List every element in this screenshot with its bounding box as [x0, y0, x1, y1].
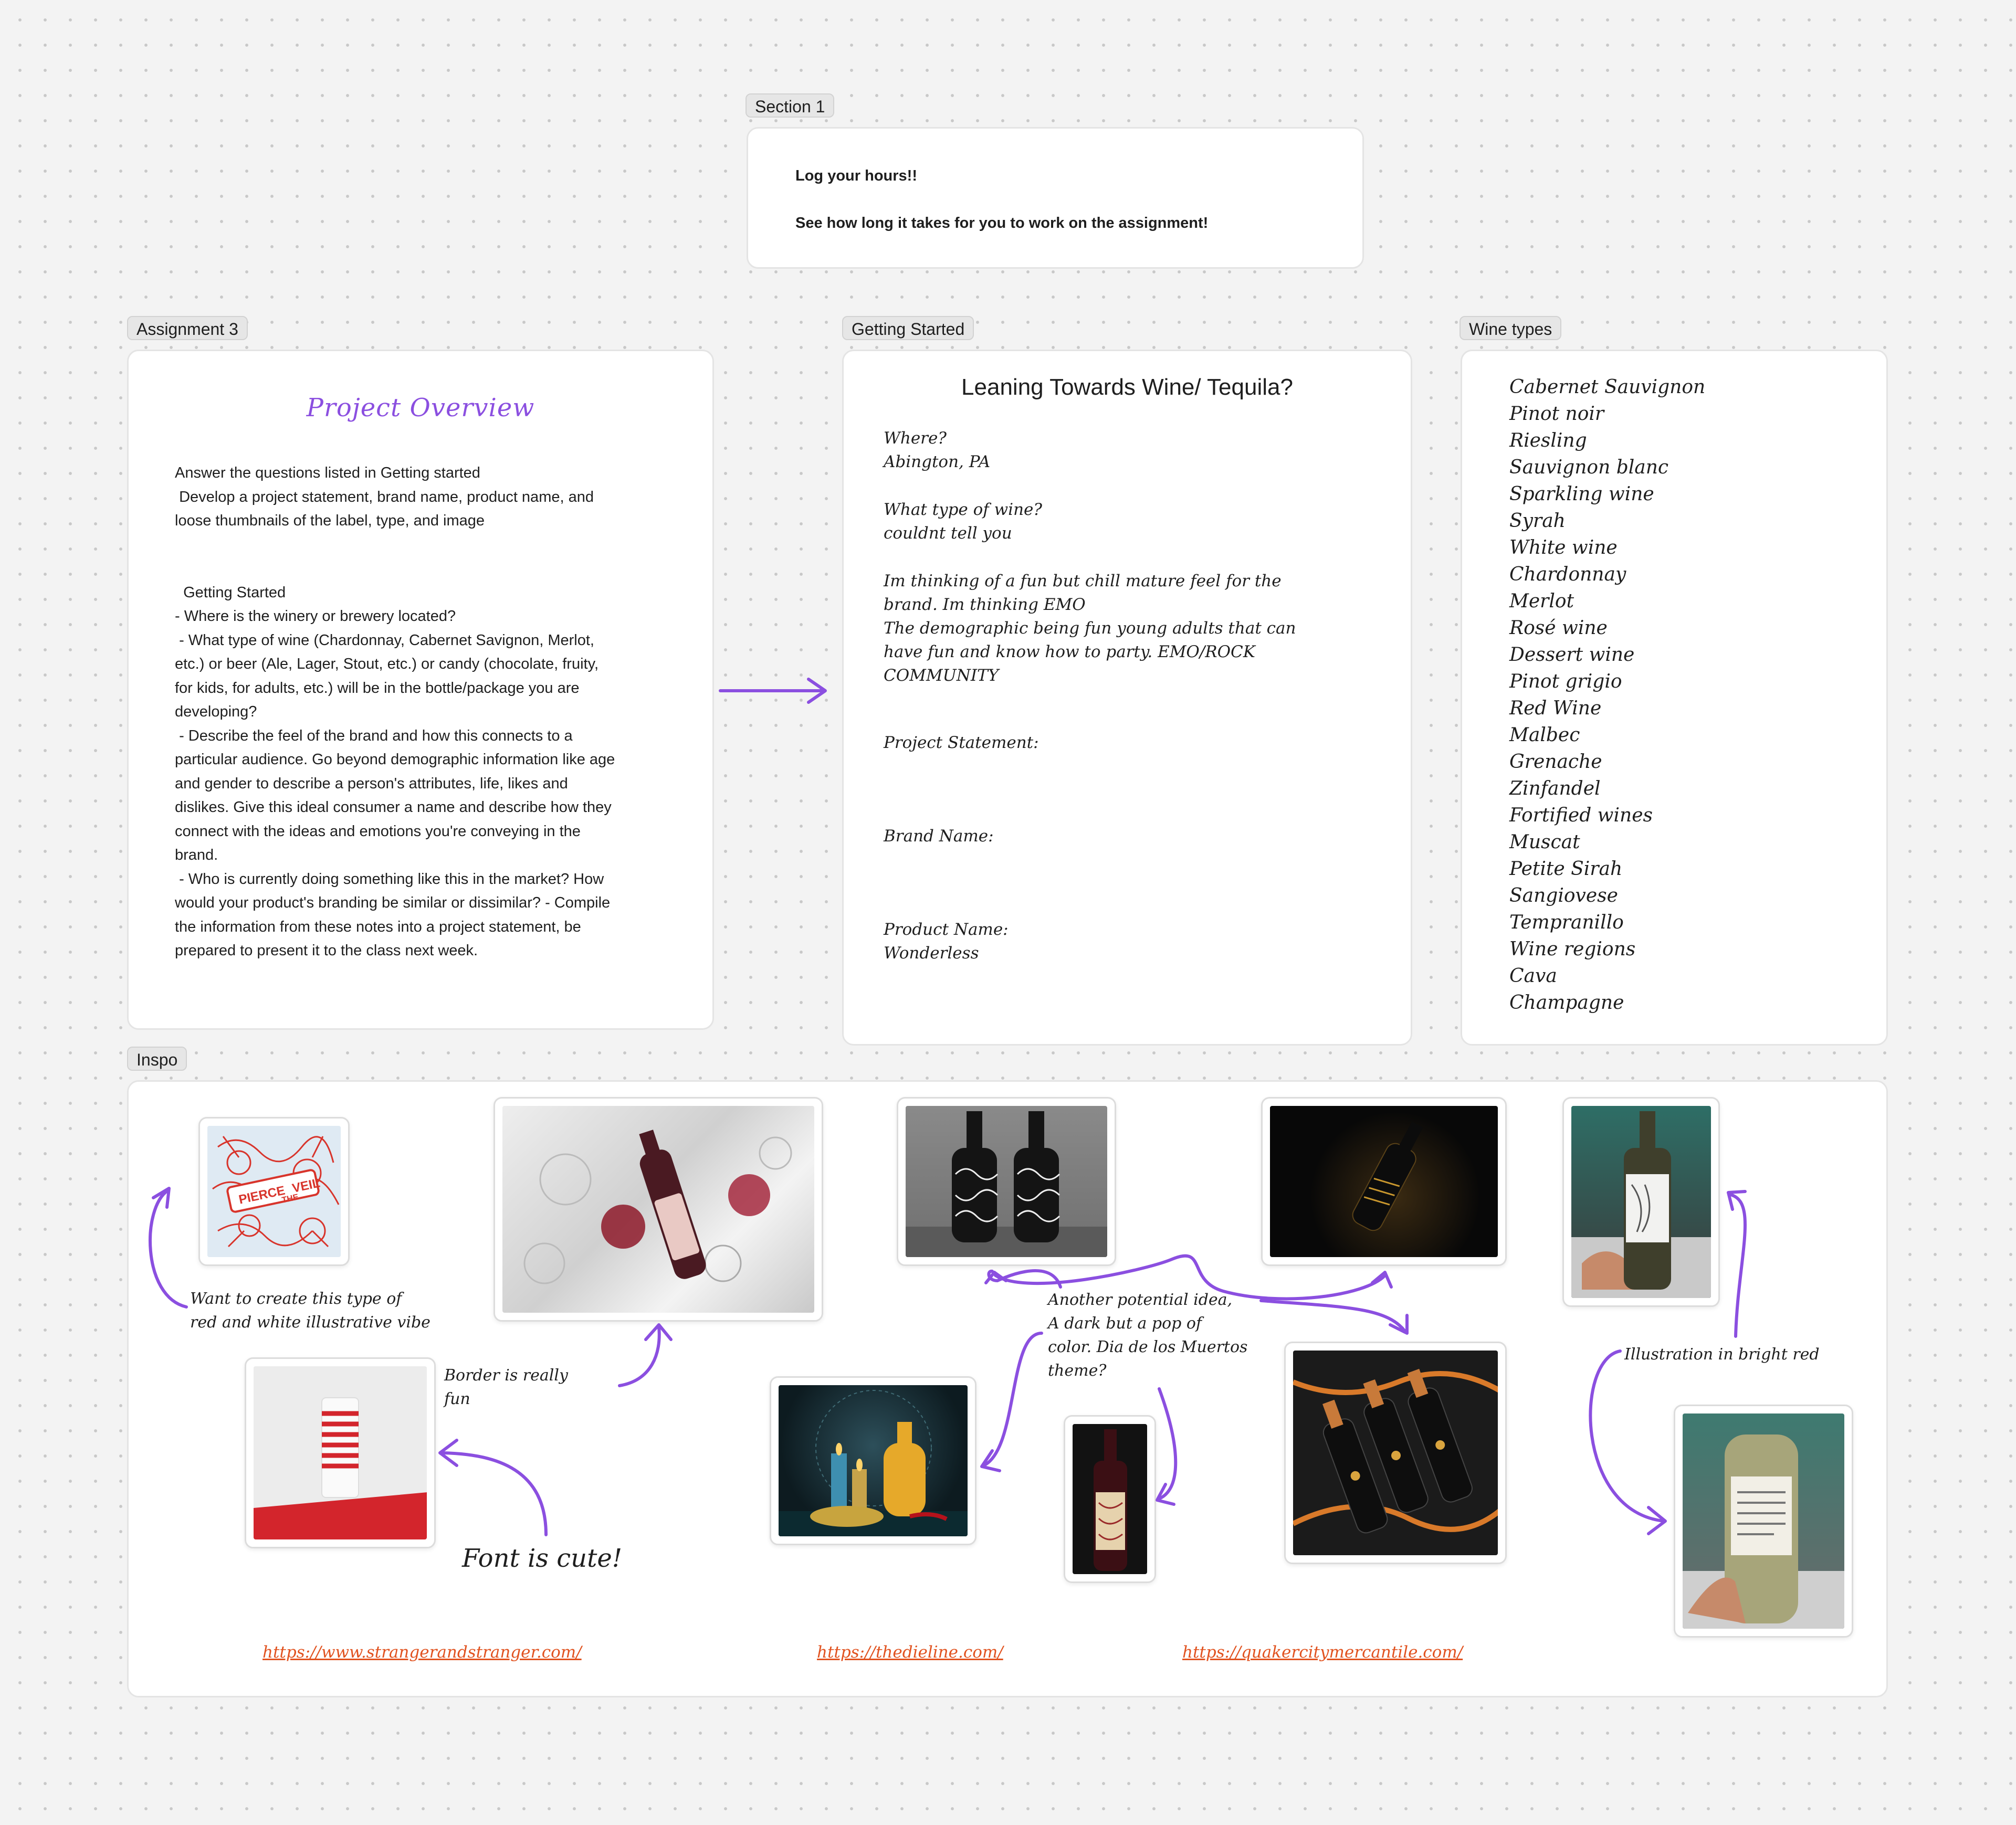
marble-wine-image	[502, 1106, 814, 1313]
where-answer: Abington, PA	[884, 452, 991, 471]
brand-name-label: Brand Name:	[884, 827, 994, 846]
candles-bottle-icon	[779, 1385, 968, 1536]
wine-type-item: Champagne	[1509, 992, 1624, 1014]
thedieline-link[interactable]: https://thedieline.com/	[817, 1643, 1003, 1662]
marble-wine-thumb[interactable]	[494, 1097, 823, 1322]
wine-type-item: Rosé wine	[1509, 617, 1608, 639]
wine-type-item: Dessert wine	[1509, 644, 1635, 666]
wine-type-item: Pinot grigio	[1509, 671, 1622, 692]
illustration-note: Illustration in bright red	[1624, 1345, 1820, 1364]
wine-glasses-icon	[502, 1106, 814, 1313]
white-label-bottle-icon	[1571, 1106, 1711, 1298]
demographic-line-3: COMMUNITY	[884, 666, 999, 685]
inspo-label[interactable]: Inspo	[127, 1047, 187, 1071]
bottle-back-label-thumb[interactable]	[1674, 1405, 1853, 1638]
demographic-line-1: The demographic being fun young adults that can	[884, 619, 1296, 638]
getting-started-card[interactable]	[842, 350, 1412, 1046]
patterned-bottles-thumb[interactable]	[897, 1097, 1116, 1266]
bottle-back-label-image	[1683, 1413, 1844, 1629]
work-duration-text: See how long it takes for you to work on the assignment!	[795, 215, 1209, 231]
product-name-label: Product Name:	[884, 920, 1009, 939]
wine-type-item: Chardonnay	[1509, 564, 1626, 585]
wine-type-item: Merlot	[1509, 590, 1574, 612]
red-white-can-icon	[254, 1366, 427, 1539]
wine-type-item: Wine regions	[1509, 938, 1636, 960]
svg-text:THE: THE	[281, 1193, 300, 1205]
wine-type-item: Petite Sirah	[1509, 858, 1623, 880]
another-idea-line-2: A dark but a pop of	[1048, 1314, 1202, 1333]
red-can-image	[254, 1366, 427, 1539]
back-label-bottle-icon	[1683, 1413, 1844, 1629]
black-bottles-icon	[906, 1106, 1107, 1257]
wine-type-item: Cava	[1509, 965, 1557, 987]
wine-type-question: What type of wine?	[884, 500, 1043, 519]
wine-type-item: Fortified wines	[1509, 805, 1653, 826]
svg-text:PIERCE: PIERCE	[237, 1183, 287, 1207]
another-idea-line-3: color. Dia de los Muertos	[1048, 1338, 1248, 1356]
quakercitymercantile-link[interactable]: https://quakercitymercantile.com/	[1182, 1643, 1463, 1662]
wine-type-item: Muscat	[1509, 831, 1580, 853]
candles-image	[779, 1385, 968, 1536]
border-note-line-2: fun	[444, 1390, 470, 1408]
section-1-card[interactable]	[747, 127, 1364, 269]
album-cover-image	[207, 1126, 341, 1257]
wine-type-item: Riesling	[1509, 430, 1587, 451]
wine-type-item: Sauvignon blanc	[1509, 457, 1669, 478]
wine-type-item: Sangiovese	[1509, 885, 1618, 906]
red-white-note-line-1: Want to create this type of	[190, 1290, 402, 1308]
wine-type-item: Red Wine	[1509, 698, 1602, 719]
ornate-label-bottle-icon	[1073, 1424, 1147, 1574]
product-name-value: Wonderless	[884, 944, 979, 963]
candles-thumb[interactable]	[770, 1376, 976, 1545]
demographic-line-2: have fun and know how to party. EMO/ROCK	[884, 642, 1255, 661]
album-cover-thumb[interactable]	[198, 1117, 350, 1266]
wine-type-item: Zinfandel	[1509, 778, 1601, 799]
tall-bottle-image	[1073, 1424, 1147, 1574]
dark-bottle-image	[1270, 1106, 1498, 1257]
wine-types-label[interactable]: Wine types	[1460, 316, 1561, 340]
patterned-bottles-image	[906, 1106, 1107, 1257]
wine-type-item: Syrah	[1509, 510, 1566, 532]
where-question: Where?	[884, 429, 947, 448]
wine-type-item: Grenache	[1509, 751, 1602, 773]
strangerandstranger-link[interactable]: https://www.strangerandstranger.com/	[262, 1643, 582, 1662]
red-illustration-icon	[207, 1126, 341, 1257]
svg-text:VEIL: VEIL	[291, 1176, 321, 1196]
wine-type-answer: couldnt tell you	[884, 524, 1012, 543]
wine-type-item: Cabernet Sauvignon	[1509, 376, 1706, 398]
dark-bottle-thumb[interactable]	[1261, 1097, 1507, 1266]
wine-type-item: Tempranillo	[1509, 912, 1624, 933]
wine-type-item: White wine	[1509, 537, 1618, 558]
getting-started-title: Leaning Towards Wine/ Tequila?	[961, 374, 1293, 400]
wine-type-item: Malbec	[1509, 724, 1580, 746]
orange-ribbon-thumb[interactable]	[1284, 1342, 1507, 1564]
project-overview-body: Answer the questions listed in Getting started Develop a project statement, brand name, product name, and loose thumbnails of the label, type, and image Getting Started - Where is the winery or brewery located? - What type of wine (Chardonnay, Cabernet Savignon, Merlot, etc.) or beer (Ale, Lager, Stout, etc.) or candy (chocolate, fruity, for kids, for adults, etc.) will be in the bottle/package you are developing? - Describe the feel of the brand and how this connects to a particular audience. Go beyond demographic information like age and gender to describe a person's attributes, life, likes and dislikes. Give this ideal consumer a name and describe how they connect with the ideas and emotions you're conveying in the brand. - Who is currently doing something like this in the market? How would your product's branding be similar or dissimilar? - Compile the information from these notes into a project statement, be prepared to present it to the class next week.	[175, 465, 615, 959]
section-1-label[interactable]: Section 1	[746, 93, 834, 118]
another-idea-line-1: Another potential idea,	[1048, 1291, 1233, 1309]
wine-type-item: Sparkling wine	[1509, 483, 1654, 505]
hand-bottle-thumb[interactable]	[1562, 1097, 1720, 1307]
red-white-note-line-2: red and white illustrative vibe	[190, 1313, 430, 1332]
another-idea-line-4: theme?	[1048, 1362, 1107, 1380]
hand-bottle-image	[1571, 1106, 1711, 1298]
wine-types-card[interactable]	[1461, 350, 1888, 1046]
font-cute-note: Font is cute!	[462, 1544, 623, 1573]
red-can-thumb[interactable]	[245, 1357, 436, 1548]
project-overview-title: Project Overview	[306, 393, 535, 423]
feel-line-1: Im thinking of a fun but chill mature feel for the	[884, 572, 1282, 590]
log-hours-text: Log your hours!!	[795, 167, 917, 184]
tall-bottle-thumb[interactable]	[1064, 1415, 1156, 1583]
gold-bottle-icon	[1270, 1106, 1498, 1257]
bottles-ribbon-icon	[1293, 1351, 1498, 1555]
border-note-line-1: Border is really	[444, 1366, 568, 1385]
orange-ribbon-image	[1293, 1351, 1498, 1555]
feel-line-2: brand. Im thinking EMO	[884, 595, 1086, 614]
project-statement-label: Project Statement:	[884, 733, 1039, 752]
getting-started-label[interactable]: Getting Started	[842, 316, 974, 340]
assignment-3-label[interactable]: Assignment 3	[127, 316, 248, 340]
project-overview-card[interactable]	[127, 350, 714, 1030]
wine-type-item: Pinot noir	[1509, 403, 1604, 425]
